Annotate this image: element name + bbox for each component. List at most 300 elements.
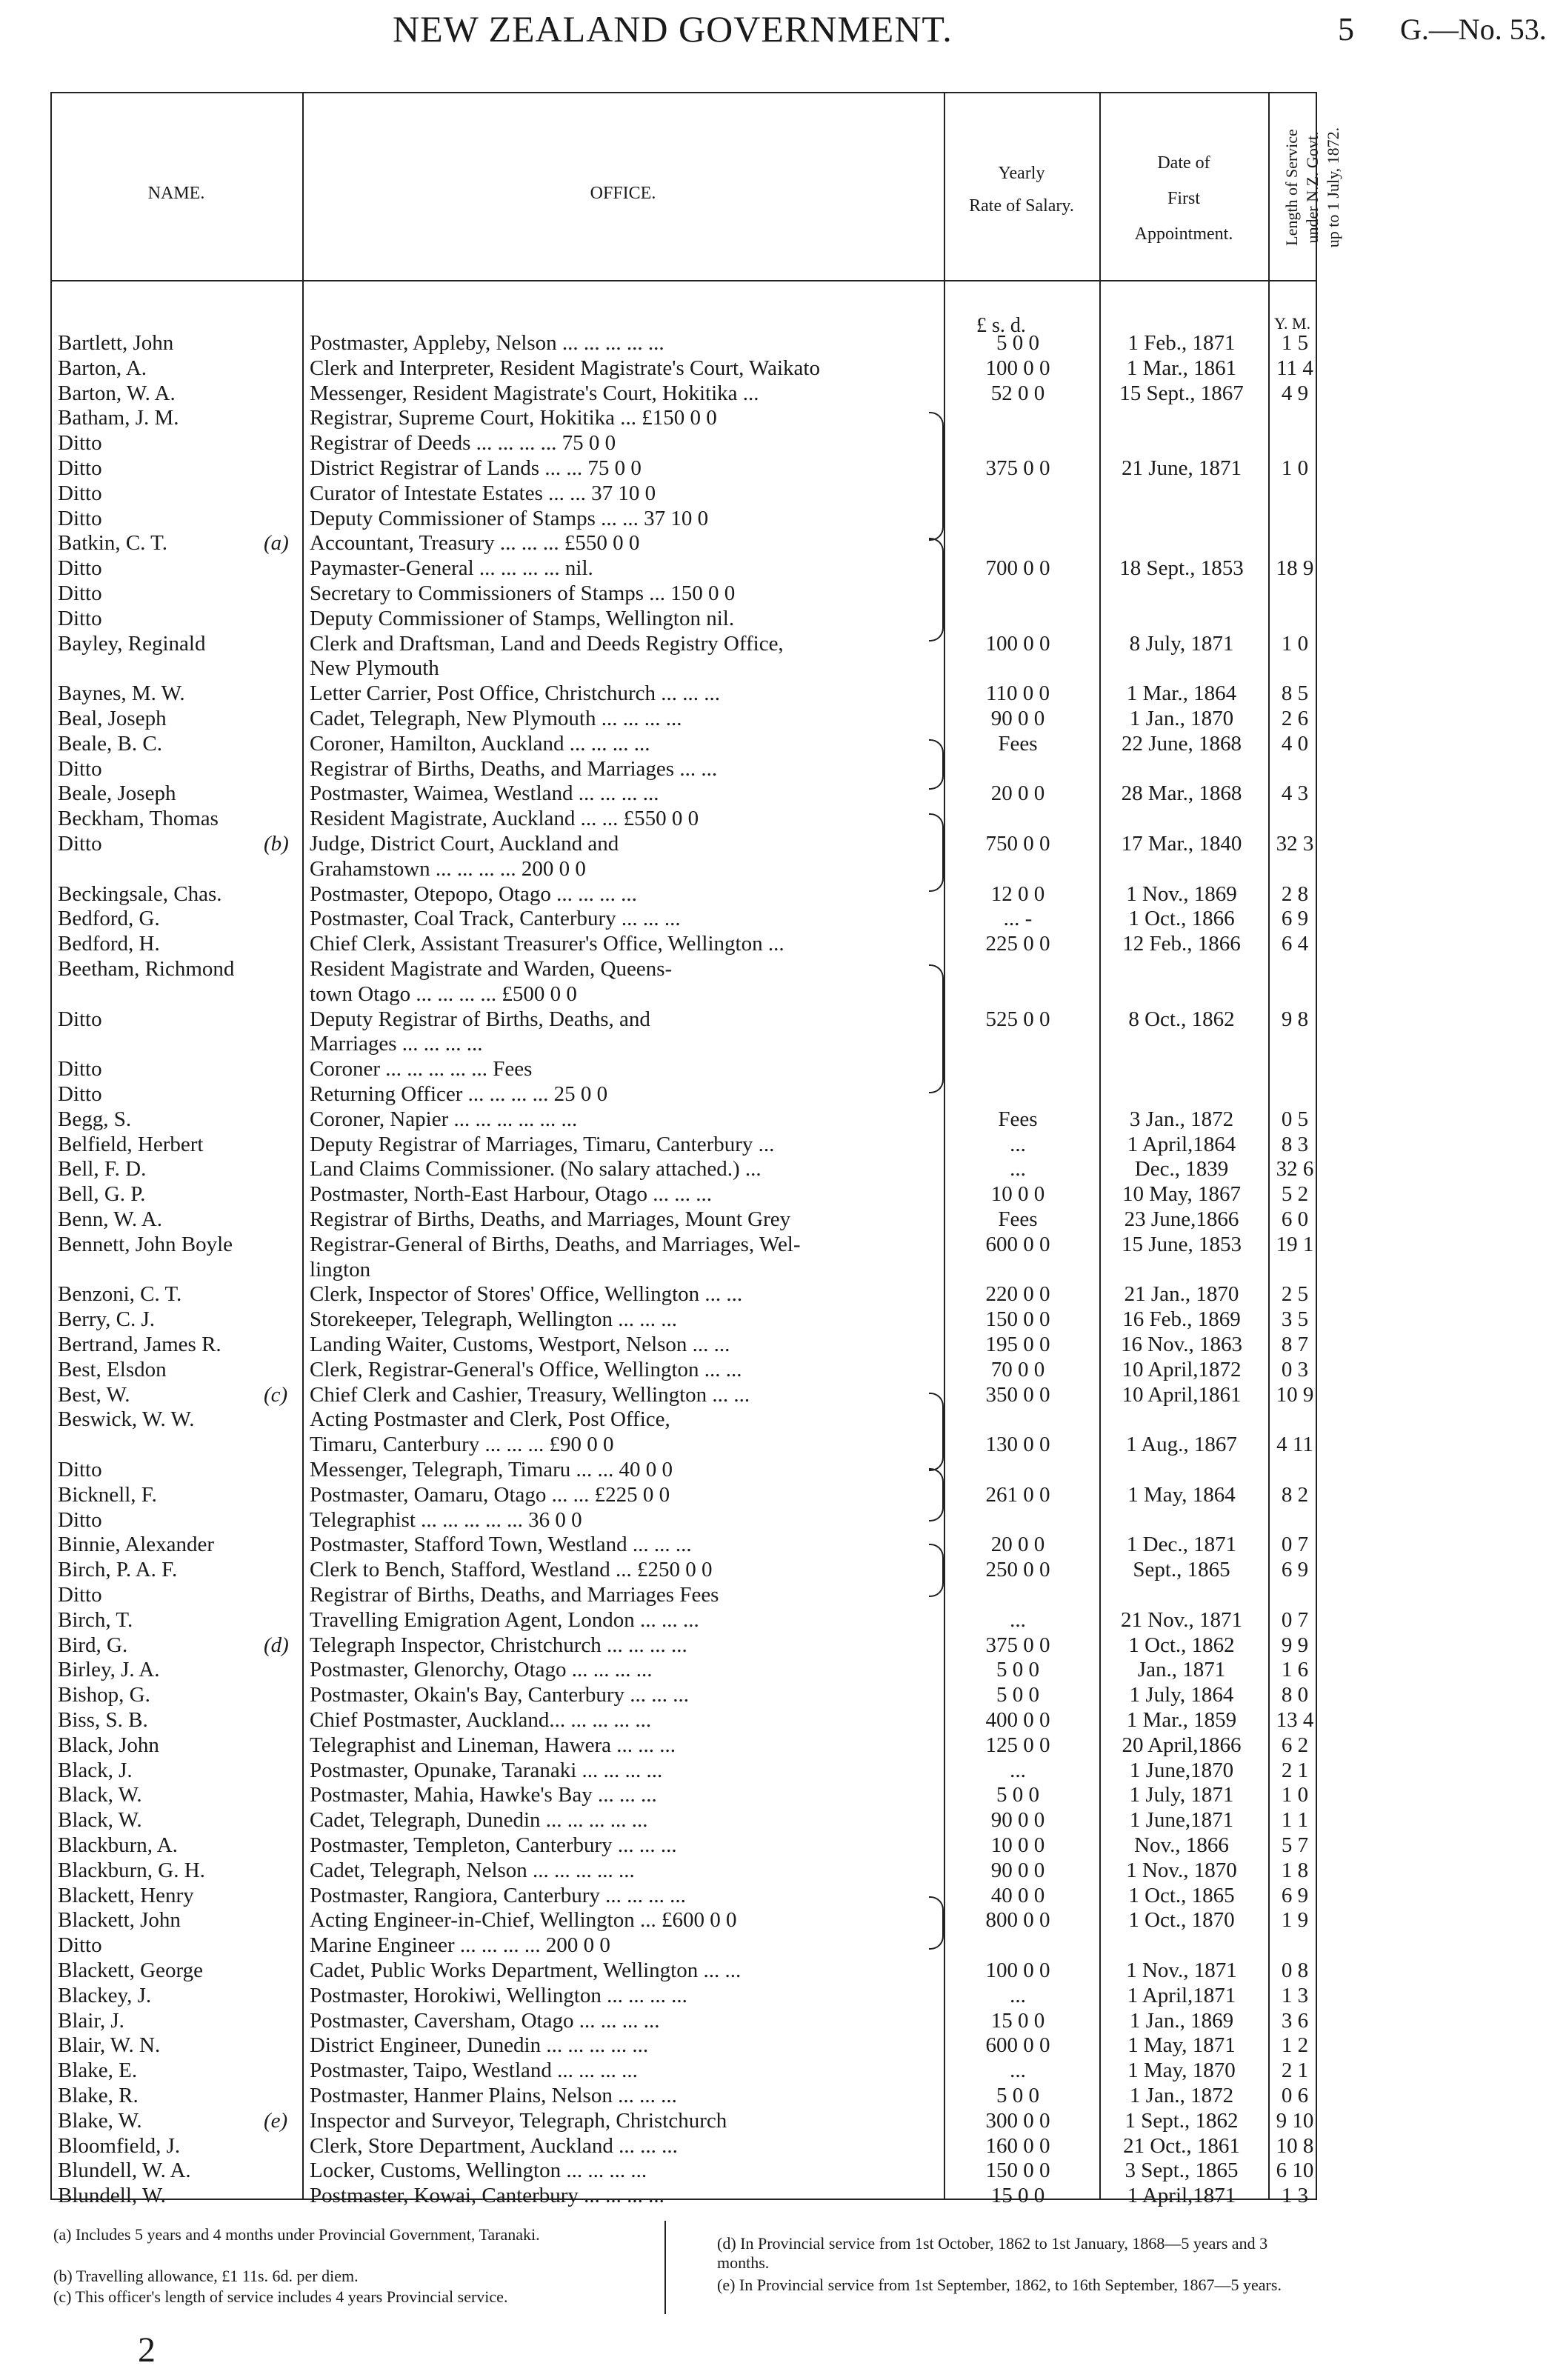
footnotes (50, 2221, 1317, 2310)
table-row (0, 1557, 1566, 1582)
row-appointment-date: 1 Nov., 1871 (1126, 1959, 1237, 1982)
column-header-office: OFFICE. (590, 184, 656, 203)
row-appointment-date: 18 Sept., 1853 (1119, 556, 1244, 581)
table-row (0, 906, 1566, 931)
row-salary: 10 0 0 (990, 1182, 1045, 1207)
table-row (0, 556, 1566, 581)
table-row (0, 1307, 1566, 1332)
row-office: Postmaster, North-East Harbour, Otago ... ... ... (310, 1182, 712, 1207)
row-name: Binnie, Alexander (58, 1533, 215, 1557)
row-appointment-date: 21 Nov., 1871 (1120, 1607, 1243, 1632)
row-office: Registrar of Births, Deaths, and Marriages ... ... (310, 756, 718, 781)
row-appointment-date: 16 Nov., 1863 (1120, 1333, 1243, 1356)
row-office: Grahamstown ... ... ... ... 200 0 0 (310, 856, 586, 881)
row-service-length: 6 10 (1276, 2159, 1314, 2183)
row-office: Messenger, Telegraph, Timaru ... ... 40 0 0 (310, 1458, 673, 1481)
row-office: Registrar of Deeds ... ... ... ... 75 0 0 (310, 431, 616, 456)
row-office: Postmaster, Taipo, Westland ... ... ... ... (310, 2059, 638, 2083)
row-service-length: 1 9 (1281, 1908, 1309, 1933)
row-appointment-date: 1 Oct., 1865 (1128, 1883, 1235, 1907)
row-appointment-date: 1 May, 1871 (1127, 2033, 1236, 2058)
row-name: Ditto (58, 606, 102, 630)
row-office: Clerk, Inspector of Stores' Office, Wellington ... ... (310, 1282, 743, 1307)
row-salary: 800 0 0 (985, 1908, 1050, 1933)
table-row (0, 1858, 1566, 1883)
row-name: Bennett, John Boyle (58, 1232, 233, 1256)
column-header-date (1099, 145, 1268, 252)
row-service-length: 1 3 (1281, 2184, 1309, 2208)
row-name: Begg, S. (58, 1107, 132, 1131)
row-name: Blair, W. N. (58, 2033, 161, 2058)
row-name: Ditto (58, 456, 102, 480)
row-office: Coroner, Napier ... ... ... ... ... ... (310, 1107, 578, 1131)
row-name: Blake, E. (58, 2059, 138, 2083)
row-name: Batkin, C. T. (58, 531, 167, 556)
row-appointment-date: 1 Aug., 1867 (1126, 1433, 1237, 1457)
row-appointment-date: 1 Oct., 1870 (1128, 1908, 1235, 1933)
table-row (0, 2058, 1566, 2083)
row-service-length: 5 2 (1281, 1182, 1309, 1207)
row-salary: 20 0 0 (990, 781, 1045, 806)
row-service-length: 1 8 (1281, 1858, 1309, 1882)
row-name: Bloomfield, J. (58, 2133, 181, 2158)
row-name: Berry, C. J. (58, 1307, 156, 1332)
row-appointment-date: 21 Jan., 1870 (1124, 1282, 1239, 1307)
table-row (0, 781, 1566, 806)
row-office: Registrar, Supreme Court, Hokitika ... £150 0 0 (310, 406, 717, 430)
row-name: Bedford, G. (58, 907, 160, 931)
row-name: Ditto (58, 1458, 102, 1481)
table-row (0, 756, 1566, 781)
table-row (0, 631, 1566, 656)
row-name: Bedford, H. (58, 932, 160, 956)
row-appointment-date: Sept., 1865 (1133, 1558, 1230, 1582)
table-row (0, 1958, 1566, 1983)
row-salary: 5 0 0 (996, 1783, 1039, 1807)
row-office: Postmaster, Otepopo, Otago ... ... ... ... (310, 881, 637, 906)
row-name: Barton, W. A. (58, 381, 176, 405)
row-appointment-date: 17 Mar., 1840 (1121, 832, 1242, 856)
row-name: Ditto (58, 1007, 102, 1031)
footnote-d: (d) In Provincial service from 1st October, 1862 to 1st January, 1868—5 years and 3 months. (717, 2234, 1268, 2272)
table-row (0, 2133, 1566, 2159)
row-name: Bell, G. P. (58, 1182, 146, 1207)
date-header-line: Appointment. (1134, 224, 1233, 244)
row-appointment-date: 12 Feb., 1866 (1122, 932, 1241, 956)
row-name: Bicknell, F. (58, 1482, 157, 1507)
row-salary: Fees (998, 1107, 1038, 1131)
row-name: Beetham, Richmond (58, 957, 235, 981)
row-office: Judge, District Court, Auckland and (310, 832, 619, 856)
row-salary: Fees (998, 1207, 1038, 1231)
row-office: Postmaster, Stafford Town, Westland ... ... ... (310, 1533, 692, 1557)
row-office: Resident Magistrate and Warden, Queens- (310, 957, 673, 981)
row-salary: 261 0 0 (985, 1482, 1050, 1507)
row-office: Registrar of Births, Deaths, and Marriages, Mount Grey (310, 1207, 791, 1231)
row-service-length: 4 3 (1281, 781, 1309, 806)
table-row (0, 1532, 1566, 1557)
table-row (0, 1056, 1566, 1081)
row-name: Bell, F. D. (58, 1157, 147, 1181)
row-name: Ditto (58, 581, 102, 605)
row-salary: 90 0 0 (990, 1808, 1045, 1833)
row-appointment-date: 1 Mar., 1859 (1126, 1708, 1237, 1732)
row-service-length: 0 6 (1281, 2084, 1309, 2107)
row-service-length: 4 0 (1281, 731, 1309, 756)
row-name: Best, W. (58, 1382, 130, 1407)
footnote-divider (664, 2221, 666, 2314)
row-salary: 52 0 0 (990, 381, 1045, 405)
row-service-length: 6 9 (1281, 1558, 1309, 1582)
row-salary: 250 0 0 (985, 1558, 1050, 1582)
row-salary: ... (1010, 2059, 1026, 2083)
table-row (0, 1807, 1566, 1833)
page-signature-mark: 2 (138, 2330, 156, 2370)
row-footnote-mark: (c) (264, 1382, 288, 1407)
footnote-a: (a) Includes 5 years and 4 months under Provincial Government, Taranaki. (53, 2225, 540, 2244)
row-salary: 125 0 0 (985, 1733, 1050, 1757)
table-row (0, 2158, 1566, 2183)
table-row (0, 706, 1566, 731)
row-appointment-date: Nov., 1866 (1134, 1833, 1229, 1857)
row-service-length: 8 7 (1281, 1333, 1309, 1356)
table-row (0, 1482, 1566, 1507)
row-service-length: 11 4 (1276, 356, 1313, 380)
row-office: Deputy Commissioner of Stamps, Wellington nil. (310, 606, 735, 630)
table-row (0, 1407, 1566, 1432)
row-salary: 5 0 0 (996, 1683, 1039, 1707)
row-salary: 100 0 0 (985, 356, 1050, 380)
row-salary: 350 0 0 (985, 1382, 1050, 1407)
table-row (0, 1132, 1566, 1157)
table-row (0, 1181, 1566, 1207)
row-appointment-date: 16 Feb., 1869 (1122, 1307, 1241, 1332)
row-office: Deputy Registrar of Marriages, Timaru, Canterbury ... (310, 1132, 775, 1156)
row-service-length: 1 0 (1281, 631, 1309, 656)
table-row (0, 1633, 1566, 1658)
row-name: Baynes, M. W. (58, 681, 185, 706)
row-salary: 225 0 0 (985, 932, 1050, 956)
row-name: Ditto (58, 756, 102, 781)
table-row (0, 2033, 1566, 2058)
row-name: Ditto (58, 481, 102, 505)
row-name: Best, Elsdon (58, 1357, 167, 1381)
row-salary: 5 0 0 (996, 1658, 1039, 1682)
row-name: Beale, Joseph (58, 781, 176, 806)
table-row (0, 2083, 1566, 2108)
row-appointment-date: 1 April,1871 (1127, 1983, 1236, 2007)
row-office: Clerk and Draftsman, Land and Deeds Registry Office, (310, 631, 784, 656)
row-salary: 70 0 0 (990, 1357, 1045, 1381)
bracket (929, 1896, 944, 1950)
row-office: Clerk, Store Department, Auckland ... ... ... (310, 2133, 678, 2158)
row-salary: 375 0 0 (985, 456, 1050, 480)
table-row (0, 1907, 1566, 1933)
row-appointment-date: 1 Mar., 1864 (1126, 681, 1237, 706)
row-service-length: 0 3 (1281, 1357, 1309, 1381)
row-office: Cadet, Public Works Department, Wellington ... ... (310, 1959, 742, 1982)
row-service-length: 0 7 (1281, 1607, 1309, 1632)
table-row (0, 1156, 1566, 1181)
row-office: Accountant, Treasury ... ... ... £550 0 0 (310, 531, 640, 556)
row-service-length: 18 9 (1276, 556, 1314, 581)
table-row (0, 1758, 1566, 1783)
row-office: District Registrar of Lands ... ... 75 0 0 (310, 456, 642, 480)
row-name: Birley, J. A. (58, 1658, 160, 1682)
row-appointment-date: 28 Mar., 1868 (1121, 781, 1242, 806)
row-service-length: 1 3 (1281, 1983, 1309, 2007)
row-salary: 750 0 0 (985, 832, 1050, 856)
row-appointment-date: 15 Sept., 1867 (1119, 381, 1244, 405)
row-office: Acting Engineer-in-Chief, Wellington ... £600 0 0 (310, 1908, 737, 1933)
row-appointment-date: 1 Jan., 1872 (1129, 2084, 1234, 2107)
row-name: Blake, W. (58, 2108, 142, 2133)
row-service-length: 2 6 (1281, 707, 1309, 730)
row-salary: ... (1010, 1607, 1026, 1632)
row-office: Registrar of Births, Deaths, and Marriages Fees (310, 1583, 719, 1607)
row-salary: 110 0 0 (986, 681, 1050, 706)
table-row (0, 1232, 1566, 1257)
table-row (0, 1507, 1566, 1533)
row-name: Ditto (58, 832, 102, 856)
row-appointment-date: 3 Sept., 1865 (1124, 2159, 1239, 2183)
row-office: Marriages ... ... ... ... (310, 1032, 483, 1056)
row-appointment-date: 1 Feb., 1871 (1127, 331, 1236, 355)
row-office: Postmaster, Horokiwi, Wellington ... ... ... ... (310, 1983, 687, 2007)
row-office: Postmaster, Okain's Bay, Canterbury ... ... ... (310, 1683, 690, 1707)
row-name: Ditto (58, 506, 102, 530)
row-footnote-mark: (e) (264, 2108, 288, 2133)
row-office: New Plymouth (310, 656, 439, 681)
row-salary: 160 0 0 (985, 2133, 1050, 2158)
table-row (0, 430, 1566, 456)
row-footnote-mark: (d) (264, 1633, 289, 1657)
row-name: Blake, R. (58, 2084, 139, 2107)
row-office: Cadet, Telegraph, New Plymouth ... ... ... ... (310, 707, 682, 730)
row-service-length: 8 3 (1281, 1132, 1309, 1156)
table-row (0, 481, 1566, 506)
row-footnote-mark: (b) (264, 832, 289, 856)
row-appointment-date: 1 Dec., 1871 (1126, 1533, 1237, 1557)
row-office: Postmaster, Kowai, Canterbury ... ... ... ... (310, 2184, 664, 2208)
table-row (0, 356, 1566, 381)
row-service-length: 2 1 (1281, 2059, 1309, 2083)
row-appointment-date: 1 Oct., 1866 (1128, 907, 1235, 931)
table-row (0, 1207, 1566, 1232)
row-name: Batham, J. M. (58, 406, 179, 430)
table-row (0, 731, 1566, 756)
row-office: Paymaster-General ... ... ... ... nil. (310, 556, 593, 581)
row-office: Clerk and Interpreter, Resident Magistrate's Court, Waikato (310, 356, 820, 380)
row-service-length: 2 5 (1281, 1282, 1309, 1307)
row-salary: 300 0 0 (985, 2108, 1050, 2133)
row-office: Timaru, Canterbury ... ... ... £90 0 0 (310, 1433, 614, 1457)
row-service-length: 6 4 (1281, 932, 1309, 956)
row-name: Beckham, Thomas (58, 807, 219, 831)
row-salary: Fees (998, 731, 1038, 756)
row-appointment-date: 1 Jan., 1869 (1129, 2008, 1234, 2033)
row-salary: 90 0 0 (990, 707, 1045, 730)
row-service-length: 1 0 (1281, 1783, 1309, 1807)
row-office: Inspector and Surveyor, Telegraph, Christchurch (310, 2108, 727, 2133)
row-salary: 5 0 0 (996, 331, 1039, 355)
row-name: Bartlett, John (58, 331, 174, 355)
bracket (929, 739, 944, 790)
row-service-length: 0 8 (1281, 1959, 1309, 1982)
row-name: Blackey, J. (58, 1983, 152, 2007)
row-appointment-date: 10 April,1872 (1122, 1357, 1242, 1381)
row-name: Ditto (58, 556, 102, 581)
row-office: Marine Engineer ... ... ... ... 200 0 0 (310, 1933, 610, 1958)
table-row (0, 1281, 1566, 1307)
row-salary: 10 0 0 (990, 1833, 1045, 1857)
row-appointment-date: 1 Mar., 1861 (1126, 356, 1237, 380)
row-office: Postmaster, Coal Track, Canterbury ... ... ... (310, 907, 681, 931)
row-service-length: 8 0 (1281, 1683, 1309, 1707)
row-office: town Otago ... ... ... ... £500 0 0 (310, 981, 577, 1006)
row-office: Travelling Emigration Agent, London ... ... ... (310, 1607, 699, 1632)
row-office: Postmaster, Hanmer Plains, Nelson ... ... ... (310, 2084, 677, 2107)
table-row (0, 1607, 1566, 1633)
row-name: Ditto (58, 1933, 102, 1958)
table-row (0, 1457, 1566, 1482)
row-appointment-date: 10 May, 1867 (1122, 1182, 1242, 1207)
table-row (0, 1657, 1566, 1682)
table-row (0, 1382, 1566, 1407)
table-row (0, 1682, 1566, 1707)
column-header-name: NAME. (147, 184, 205, 203)
table-row (0, 606, 1566, 631)
row-name: Biss, S. B. (58, 1708, 148, 1732)
bracket (929, 1544, 944, 1597)
table-row (0, 1432, 1566, 1457)
table-row (0, 1107, 1566, 1132)
row-service-length: 4 11 (1276, 1433, 1313, 1457)
row-salary: 150 0 0 (985, 2159, 1050, 2183)
row-office: Coroner, Hamilton, Auckland ... ... ... ... (310, 731, 650, 756)
row-service-length: 1 6 (1281, 1658, 1309, 1682)
row-appointment-date: Dec., 1839 (1134, 1157, 1229, 1181)
row-service-length: 2 1 (1281, 1758, 1309, 1782)
row-office: Registrar-General of Births, Deaths, and Marriages, Wel- (310, 1232, 801, 1256)
row-salary: 15 0 0 (990, 2184, 1045, 2208)
row-name: Ditto (58, 1507, 102, 1532)
row-name: Blackett, George (58, 1959, 203, 1982)
row-salary: 600 0 0 (985, 1232, 1050, 1256)
row-footnote-mark: (a) (264, 531, 289, 556)
row-service-length: 9 9 (1281, 1633, 1309, 1657)
bracket (929, 538, 944, 641)
row-name: Bird, G. (58, 1633, 128, 1657)
row-name: Blackett, Henry (58, 1883, 194, 1907)
row-name: Beckingsale, Chas. (58, 881, 222, 906)
row-name: Black, J. (58, 1758, 133, 1782)
row-service-length: 4 9 (1281, 381, 1309, 405)
row-service-length: 10 9 (1276, 1382, 1314, 1407)
table-row (0, 530, 1566, 556)
row-salary: 600 0 0 (985, 2033, 1050, 2058)
row-name: Black, W. (58, 1808, 142, 1833)
row-office: Secretary to Commissioners of Stamps ... 150 0 0 (310, 581, 736, 605)
table-row (0, 1782, 1566, 1807)
row-name: Beswick, W. W. (58, 1407, 195, 1432)
table-row (0, 956, 1566, 981)
table-row (0, 831, 1566, 856)
table-row (0, 981, 1566, 1007)
table-row (0, 856, 1566, 881)
row-service-length: 9 10 (1276, 2108, 1314, 2133)
row-service-length: 1 1 (1281, 1808, 1309, 1833)
length-header-line: up to 1 July, 1872. (1324, 127, 1342, 248)
row-office: Land Claims Commissioner. (No salary attached.) ... (310, 1157, 762, 1181)
row-appointment-date: 1 April,1871 (1127, 2184, 1236, 2208)
row-service-length: 3 6 (1281, 2008, 1309, 2033)
row-office: Telegraph Inspector, Christchurch ... ... ... ... (310, 1633, 687, 1657)
row-appointment-date: 1 May, 1870 (1127, 2059, 1236, 2083)
row-salary: ... (1010, 1758, 1026, 1782)
row-appointment-date: 1 Jan., 1870 (1129, 707, 1234, 730)
row-appointment-date: 1 Nov., 1869 (1126, 881, 1237, 906)
row-appointment-date: 10 April,1861 (1122, 1382, 1242, 1407)
row-appointment-date: Jan., 1871 (1137, 1658, 1226, 1682)
row-service-length: 1 0 (1281, 456, 1309, 480)
row-salary: 100 0 0 (985, 1959, 1050, 1982)
row-salary: ... - (1003, 907, 1033, 931)
row-appointment-date: 8 Oct., 1862 (1128, 1007, 1235, 1031)
row-salary: 12 0 0 (990, 881, 1045, 906)
table-row (0, 2008, 1566, 2033)
row-salary: 220 0 0 (985, 1282, 1050, 1307)
row-service-length: 5 7 (1281, 1833, 1309, 1857)
row-office: Telegraphist ... ... ... ... ... 36 0 0 (310, 1507, 582, 1532)
row-salary: 100 0 0 (985, 631, 1050, 656)
row-office: Postmaster, Glenorchy, Otago ... ... ... ... (310, 1658, 653, 1682)
row-name: Blair, J. (58, 2008, 124, 2033)
row-salary: 130 0 0 (985, 1433, 1050, 1457)
table-row (0, 1007, 1566, 1032)
table-row (0, 1357, 1566, 1382)
page-title: NEW ZEALAND GOVERNMENT. (393, 8, 953, 50)
footnote-e: (e) In Provincial service from 1st September, 1862, to 16th September, 1867—5 years. (717, 2276, 1282, 2294)
row-salary: 400 0 0 (985, 1708, 1050, 1732)
row-name: Birch, P. A. F. (58, 1558, 178, 1582)
length-units: Y. M. (1274, 314, 1311, 333)
row-office: Clerk, Registrar-General's Office, Wellington ... ... (310, 1357, 742, 1381)
row-name: Benn, W. A. (58, 1207, 162, 1231)
row-salary: 90 0 0 (990, 1858, 1045, 1882)
row-office: Chief Clerk and Cashier, Treasury, Wellington ... ... (310, 1382, 750, 1407)
row-name: Blackburn, G. H. (58, 1858, 205, 1882)
table-row (0, 1081, 1566, 1107)
row-salary: 375 0 0 (985, 1633, 1050, 1657)
bracket (929, 813, 944, 892)
row-office: District Engineer, Dunedin ... ... ... ... ... (310, 2033, 649, 2058)
row-appointment-date: 21 June, 1871 (1122, 456, 1242, 480)
table-row (0, 1031, 1566, 1056)
row-name: Black, W. (58, 1783, 142, 1807)
row-name: Ditto (58, 1583, 102, 1607)
row-office: Landing Waiter, Customs, Westport, Nelson ... ... (310, 1333, 730, 1356)
row-office: Returning Officer ... ... ... ... 25 0 0 (310, 1082, 608, 1106)
row-office: Curator of Intestate Estates ... ... 37 10 0 (310, 481, 656, 505)
row-name: Blackett, John (58, 1908, 181, 1933)
row-appointment-date: 1 June,1871 (1129, 1808, 1234, 1833)
table-row (0, 405, 1566, 430)
bracket (929, 1468, 944, 1521)
row-appointment-date: 1 Sept., 1862 (1124, 2108, 1239, 2133)
row-service-length: 32 6 (1276, 1157, 1314, 1181)
row-service-length: 2 8 (1281, 881, 1309, 906)
